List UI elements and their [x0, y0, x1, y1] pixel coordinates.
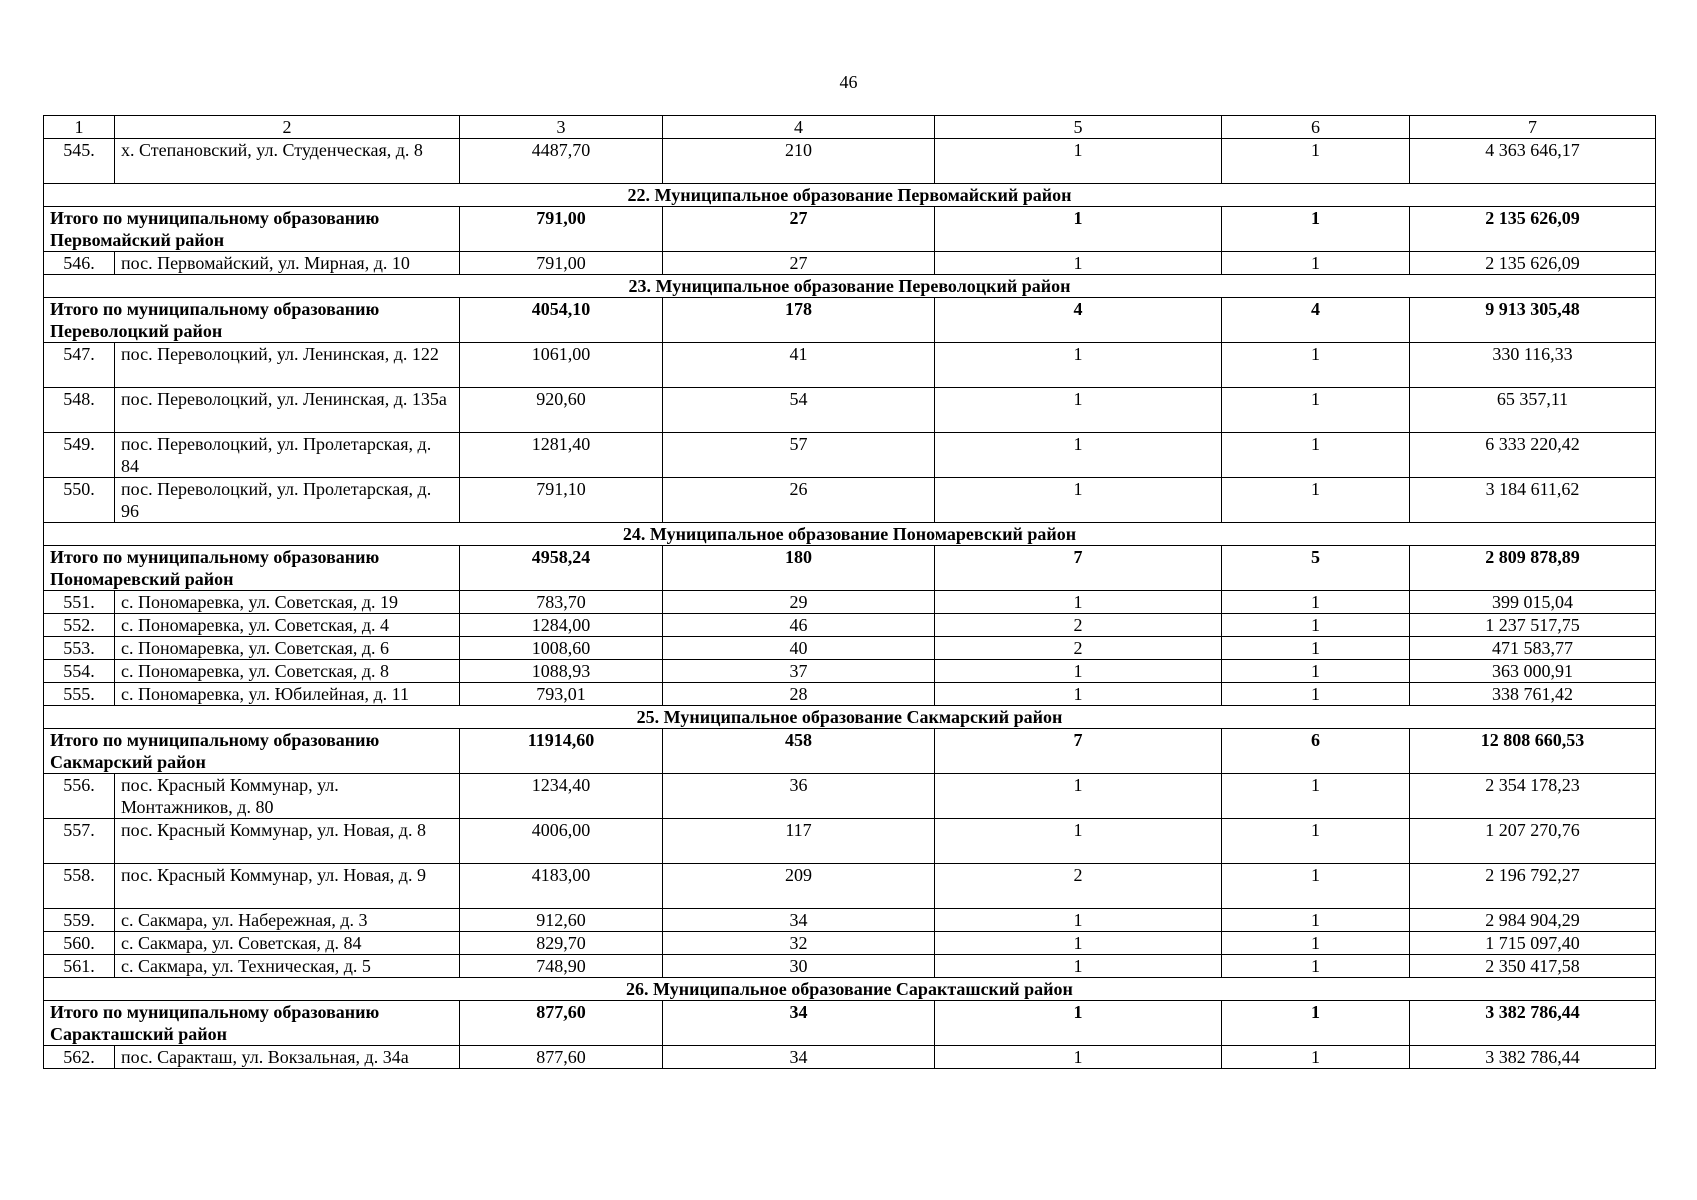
address-cell: пос. Переволоцкий, ул. Ленинская, д. 135а [115, 388, 460, 433]
table-row [44, 591, 1656, 614]
col5-cell: 1 [935, 1046, 1222, 1069]
column-number-row [44, 116, 1656, 139]
area-cell: 1061,00 [460, 343, 663, 388]
amount-cell: 3 382 786,44 [1410, 1046, 1656, 1069]
total-col6: 6 [1222, 729, 1410, 774]
total-area: 791,00 [460, 207, 663, 252]
total-col5: 7 [935, 729, 1222, 774]
address-cell: пос. Красный Коммунар, ул. Новая, д. 9 [115, 864, 460, 909]
address-cell: пос. Переволоцкий, ул. Пролетарская, д. 96 [115, 478, 460, 523]
area-cell: 4183,00 [460, 864, 663, 909]
residents-cell: 26 [663, 478, 935, 523]
row-number: 558. [44, 864, 115, 909]
residents-cell: 117 [663, 819, 935, 864]
area-cell: 793,01 [460, 683, 663, 706]
col6-cell: 1 [1222, 591, 1410, 614]
table-row [44, 819, 1656, 864]
total-area: 4958,24 [460, 546, 663, 591]
section-header-row [44, 706, 1656, 729]
total-label: Итого по муниципальному образованию Сакмарский район [44, 729, 460, 774]
col5-cell: 1 [935, 388, 1222, 433]
total-col6: 4 [1222, 298, 1410, 343]
total-col5: 1 [935, 1001, 1222, 1046]
section-title: 23. Муниципальное образование Переволоцкий район [44, 275, 1656, 298]
total-amount: 3 382 786,44 [1410, 1001, 1656, 1046]
col5-cell: 1 [935, 683, 1222, 706]
total-col6: 1 [1222, 1001, 1410, 1046]
area-cell: 791,10 [460, 478, 663, 523]
total-area: 877,60 [460, 1001, 663, 1046]
address-cell: с. Пономаревка, ул. Советская, д. 6 [115, 637, 460, 660]
row-number: 559. [44, 909, 115, 932]
col6-cell: 1 [1222, 932, 1410, 955]
amount-cell: 399 015,04 [1410, 591, 1656, 614]
address-cell: пос. Первомайский, ул. Мирная, д. 10 [115, 252, 460, 275]
total-col5: 4 [935, 298, 1222, 343]
col5-cell: 1 [935, 252, 1222, 275]
residents-cell: 30 [663, 955, 935, 978]
area-cell: 920,60 [460, 388, 663, 433]
table-row [44, 433, 1656, 478]
table-row [44, 660, 1656, 683]
total-amount: 9 913 305,48 [1410, 298, 1656, 343]
area-cell: 4006,00 [460, 819, 663, 864]
amount-cell: 338 761,42 [1410, 683, 1656, 706]
row-number: 546. [44, 252, 115, 275]
col5-cell: 1 [935, 433, 1222, 478]
address-cell: пос. Красный Коммунар, ул. Монтажников, д. 80 [115, 774, 460, 819]
address-cell: с. Пономаревка, ул. Советская, д. 4 [115, 614, 460, 637]
total-residents: 34 [663, 1001, 935, 1046]
area-cell: 1088,93 [460, 660, 663, 683]
column-header: 2 [115, 116, 460, 139]
column-header: 3 [460, 116, 663, 139]
section-header-row [44, 523, 1656, 546]
amount-cell: 2 984 904,29 [1410, 909, 1656, 932]
row-number: 557. [44, 819, 115, 864]
col6-cell: 1 [1222, 864, 1410, 909]
total-row [44, 298, 1656, 343]
total-label: Итого по муниципальному образованию Пономаревский район [44, 546, 460, 591]
col5-cell: 1 [935, 819, 1222, 864]
row-number: 548. [44, 388, 115, 433]
column-header: 7 [1410, 116, 1656, 139]
row-number: 547. [44, 343, 115, 388]
table-row [44, 774, 1656, 819]
section-title: 24. Муниципальное образование Пономаревский район [44, 523, 1656, 546]
total-col6: 1 [1222, 207, 1410, 252]
total-amount: 2 809 878,89 [1410, 546, 1656, 591]
col5-cell: 1 [935, 343, 1222, 388]
table-row [44, 955, 1656, 978]
amount-cell: 2 135 626,09 [1410, 252, 1656, 275]
table-row [44, 343, 1656, 388]
table-row [44, 864, 1656, 909]
amount-cell: 65 357,11 [1410, 388, 1656, 433]
total-amount: 2 135 626,09 [1410, 207, 1656, 252]
col5-cell: 1 [935, 139, 1222, 184]
col6-cell: 1 [1222, 637, 1410, 660]
col5-cell: 2 [935, 637, 1222, 660]
residents-cell: 27 [663, 252, 935, 275]
amount-cell: 2 350 417,58 [1410, 955, 1656, 978]
area-cell: 1008,60 [460, 637, 663, 660]
total-row [44, 546, 1656, 591]
address-cell: пос. Переволоцкий, ул. Ленинская, д. 122 [115, 343, 460, 388]
table-row [44, 252, 1656, 275]
total-col5: 1 [935, 207, 1222, 252]
total-col5: 7 [935, 546, 1222, 591]
col6-cell: 1 [1222, 139, 1410, 184]
col5-cell: 2 [935, 614, 1222, 637]
table-row [44, 478, 1656, 523]
column-header: 5 [935, 116, 1222, 139]
register-table [43, 115, 1656, 1069]
col5-cell: 1 [935, 591, 1222, 614]
col6-cell: 1 [1222, 774, 1410, 819]
area-cell: 1284,00 [460, 614, 663, 637]
amount-cell: 363 000,91 [1410, 660, 1656, 683]
table-row [44, 139, 1656, 184]
address-cell: с. Пономаревка, ул. Советская, д. 8 [115, 660, 460, 683]
col6-cell: 1 [1222, 388, 1410, 433]
col6-cell: 1 [1222, 343, 1410, 388]
col6-cell: 1 [1222, 614, 1410, 637]
total-residents: 178 [663, 298, 935, 343]
total-label: Итого по муниципальному образованию Переволоцкий район [44, 298, 460, 343]
area-cell: 783,70 [460, 591, 663, 614]
row-number: 549. [44, 433, 115, 478]
row-number: 562. [44, 1046, 115, 1069]
residents-cell: 210 [663, 139, 935, 184]
residents-cell: 36 [663, 774, 935, 819]
address-cell: с. Пономаревка, ул. Юбилейная, д. 11 [115, 683, 460, 706]
section-title: 25. Муниципальное образование Сакмарский район [44, 706, 1656, 729]
col6-cell: 1 [1222, 478, 1410, 523]
address-cell: пос. Красный Коммунар, ул. Новая, д. 8 [115, 819, 460, 864]
residents-cell: 57 [663, 433, 935, 478]
row-number: 550. [44, 478, 115, 523]
address-cell: х. Степановский, ул. Студенческая, д. 8 [115, 139, 460, 184]
col6-cell: 1 [1222, 909, 1410, 932]
residents-cell: 37 [663, 660, 935, 683]
residents-cell: 41 [663, 343, 935, 388]
col6-cell: 1 [1222, 819, 1410, 864]
area-cell: 791,00 [460, 252, 663, 275]
residents-cell: 28 [663, 683, 935, 706]
total-residents: 27 [663, 207, 935, 252]
col5-cell: 1 [935, 774, 1222, 819]
row-number: 552. [44, 614, 115, 637]
total-area: 4054,10 [460, 298, 663, 343]
residents-cell: 29 [663, 591, 935, 614]
col5-cell: 1 [935, 932, 1222, 955]
section-title: 26. Муниципальное образование Саракташский район [44, 978, 1656, 1001]
amount-cell: 330 116,33 [1410, 343, 1656, 388]
section-header-row [44, 978, 1656, 1001]
amount-cell: 4 363 646,17 [1410, 139, 1656, 184]
table-row [44, 909, 1656, 932]
amount-cell: 3 184 611,62 [1410, 478, 1656, 523]
table-row [44, 1046, 1656, 1069]
table-row [44, 388, 1656, 433]
area-cell: 829,70 [460, 932, 663, 955]
total-col6: 5 [1222, 546, 1410, 591]
section-header-row [44, 275, 1656, 298]
col5-cell: 1 [935, 955, 1222, 978]
col5-cell: 1 [935, 660, 1222, 683]
residents-cell: 40 [663, 637, 935, 660]
row-number: 551. [44, 591, 115, 614]
residents-cell: 54 [663, 388, 935, 433]
address-cell: пос. Саракташ, ул. Вокзальная, д. 34а [115, 1046, 460, 1069]
residents-cell: 46 [663, 614, 935, 637]
col6-cell: 1 [1222, 1046, 1410, 1069]
total-label: Итого по муниципальному образованию Первомайский район [44, 207, 460, 252]
column-header: 6 [1222, 116, 1410, 139]
amount-cell: 6 333 220,42 [1410, 433, 1656, 478]
row-number: 561. [44, 955, 115, 978]
area-cell: 748,90 [460, 955, 663, 978]
total-row [44, 729, 1656, 774]
col6-cell: 1 [1222, 433, 1410, 478]
column-header: 4 [663, 116, 935, 139]
row-number: 556. [44, 774, 115, 819]
address-cell: пос. Переволоцкий, ул. Пролетарская, д. 84 [115, 433, 460, 478]
residents-cell: 34 [663, 909, 935, 932]
amount-cell: 2 196 792,27 [1410, 864, 1656, 909]
section-header-row [44, 184, 1656, 207]
row-number: 560. [44, 932, 115, 955]
residents-cell: 34 [663, 1046, 935, 1069]
col6-cell: 1 [1222, 660, 1410, 683]
area-cell: 4487,70 [460, 139, 663, 184]
col6-cell: 1 [1222, 955, 1410, 978]
col5-cell: 2 [935, 864, 1222, 909]
total-residents: 180 [663, 546, 935, 591]
residents-cell: 209 [663, 864, 935, 909]
table-row [44, 683, 1656, 706]
area-cell: 1281,40 [460, 433, 663, 478]
amount-cell: 471 583,77 [1410, 637, 1656, 660]
address-cell: с. Сакмара, ул. Набережная, д. 3 [115, 909, 460, 932]
address-cell: с. Сакмара, ул. Техническая, д. 5 [115, 955, 460, 978]
row-number: 554. [44, 660, 115, 683]
total-area: 11914,60 [460, 729, 663, 774]
row-number: 553. [44, 637, 115, 660]
area-cell: 1234,40 [460, 774, 663, 819]
area-cell: 877,60 [460, 1046, 663, 1069]
total-row [44, 207, 1656, 252]
address-cell: с. Сакмара, ул. Советская, д. 84 [115, 932, 460, 955]
amount-cell: 2 354 178,23 [1410, 774, 1656, 819]
address-cell: с. Пономаревка, ул. Советская, д. 19 [115, 591, 460, 614]
register-body [44, 116, 1656, 1069]
residents-cell: 32 [663, 932, 935, 955]
total-row [44, 1001, 1656, 1046]
total-amount: 12 808 660,53 [1410, 729, 1656, 774]
table-row [44, 614, 1656, 637]
row-number: 555. [44, 683, 115, 706]
page-number: 46 [839, 72, 858, 92]
amount-cell: 1 237 517,75 [1410, 614, 1656, 637]
total-residents: 458 [663, 729, 935, 774]
column-header: 1 [44, 116, 115, 139]
row-number: 545. [44, 139, 115, 184]
total-label: Итого по муниципальному образованию Саракташский район [44, 1001, 460, 1046]
col5-cell: 1 [935, 909, 1222, 932]
col6-cell: 1 [1222, 683, 1410, 706]
amount-cell: 1 715 097,40 [1410, 932, 1656, 955]
col5-cell: 1 [935, 478, 1222, 523]
amount-cell: 1 207 270,76 [1410, 819, 1656, 864]
area-cell: 912,60 [460, 909, 663, 932]
col6-cell: 1 [1222, 252, 1410, 275]
section-title: 22. Муниципальное образование Первомайский район [44, 184, 1656, 207]
table-row [44, 637, 1656, 660]
table-row [44, 932, 1656, 955]
